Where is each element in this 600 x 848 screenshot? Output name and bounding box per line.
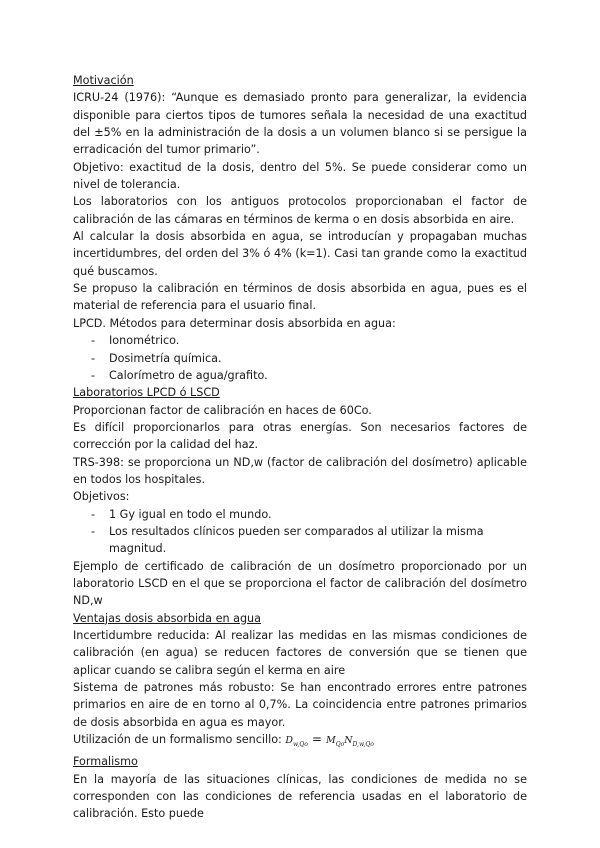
paragraph: ICRU-24 (1976): “Aunque es demasiado pronto para generalizar, la evidencia disponible para ciertos tipos de tumores señala la necesidad de una exactitud del ±5% en la administración de la dosis a un volumen blanco si se persigue la erradicación del tumor primario”. [73,91,527,157]
objectives-list [73,506,527,558]
heading-formalismo: Formalismo [73,755,138,769]
list-item: - Ionométrico. [73,332,527,349]
paragraph-formula: Utilización de un formalismo sencillo: $D_{w,Qo} = M_{Qo}N_{D,w,Qo}$ [73,732,374,749]
list-dash: - [91,524,96,538]
paragraph: Los laboratorios con los antiguos protocolos proporcionaban el factor de calibración de las cámaras en términos de kerma o en dosis absorbida en aire. [73,195,527,226]
paragraph: Es difícil proporcionarlos para otras energías. Son necesarios factores de corrección por la calidad del haz. [73,420,527,452]
paragraph: TRS-398: se proporciona un ND,w (factor de calibración del dosímetro) aplicable en todos los hospitales. [73,455,527,486]
heading-motivacion: Motivación [73,74,134,87]
list-dash: - [91,351,96,365]
paragraph: Se propuso la calibración en términos de dosis absorbida en agua, pues es el material de referencia para el usuario final. [73,282,527,313]
paragraph: En la mayoría de las situaciones clínicas, las condiciones de medida no se corresponden con las condiciones de referencia usadas en el laboratorio de calibración. Esto puede [73,772,527,821]
list-dash: - [91,368,96,382]
list-item: - Calorímetro de agua/grafito. [73,367,527,384]
list-item: - Dosimetría química. [73,350,527,367]
paragraph: Objetivos: [73,490,130,504]
list-dash: - [91,334,96,348]
list-item: - Los resultados clínicos pueden ser comparados al utilizar la misma magnitud. [91,524,484,556]
heading-ventajas: Ventajas dosis absorbida en agua [73,611,262,625]
paragraph: Objetivo: exactitud de la dosis, dentro del 5%. Se puede considerar como un nivel de tolerancia. [73,160,527,192]
heading-laboratorios: Laboratorios LPCD ó LSCD [73,386,220,400]
paragraph: Ejemplo de certificado de calibración de un dosímetro proporcionado por un laboratorio LSCD en el que se proporciona el factor de calibración del dosímetro ND,w [73,559,527,608]
list-dash: - [91,507,96,521]
list-item: - 1 Gy igual en todo el mundo. [73,506,527,523]
paragraph: Proporcionan factor de calibración en haces de 60Co. [73,403,372,417]
paragraph: Sistema de patrones más robusto: Se han encontrado errores entre patrones primarios en aire de en torno al 0,7%. La coincidencia entre patrones primarios de dosis absorbida en agua es mayor. [73,681,527,729]
paragraph: Incertidumbre reducida: Al realizar las medidas en las mismas condiciones de calibración (en agua) se reducen factores de conversión que se tienen que aplicar cuando se calibra según el kerma en aire [73,629,527,677]
methods-list [73,332,527,384]
dose-formula: $D_{w,Qo} = M_{Qo}N_{D,w,Qo}$ [285,732,374,749]
paragraph: Al calcular la dosis absorbida en agua, se introducían y propagaban muchas incertidumbres, del orden del 3% ó 4% (k=1). Casi tan grande como la exactitud qué buscamos. [73,230,527,278]
document-body [73,72,527,823]
paragraph: LPCD. Métodos para determinar dosis absorbida en agua: [73,316,396,330]
